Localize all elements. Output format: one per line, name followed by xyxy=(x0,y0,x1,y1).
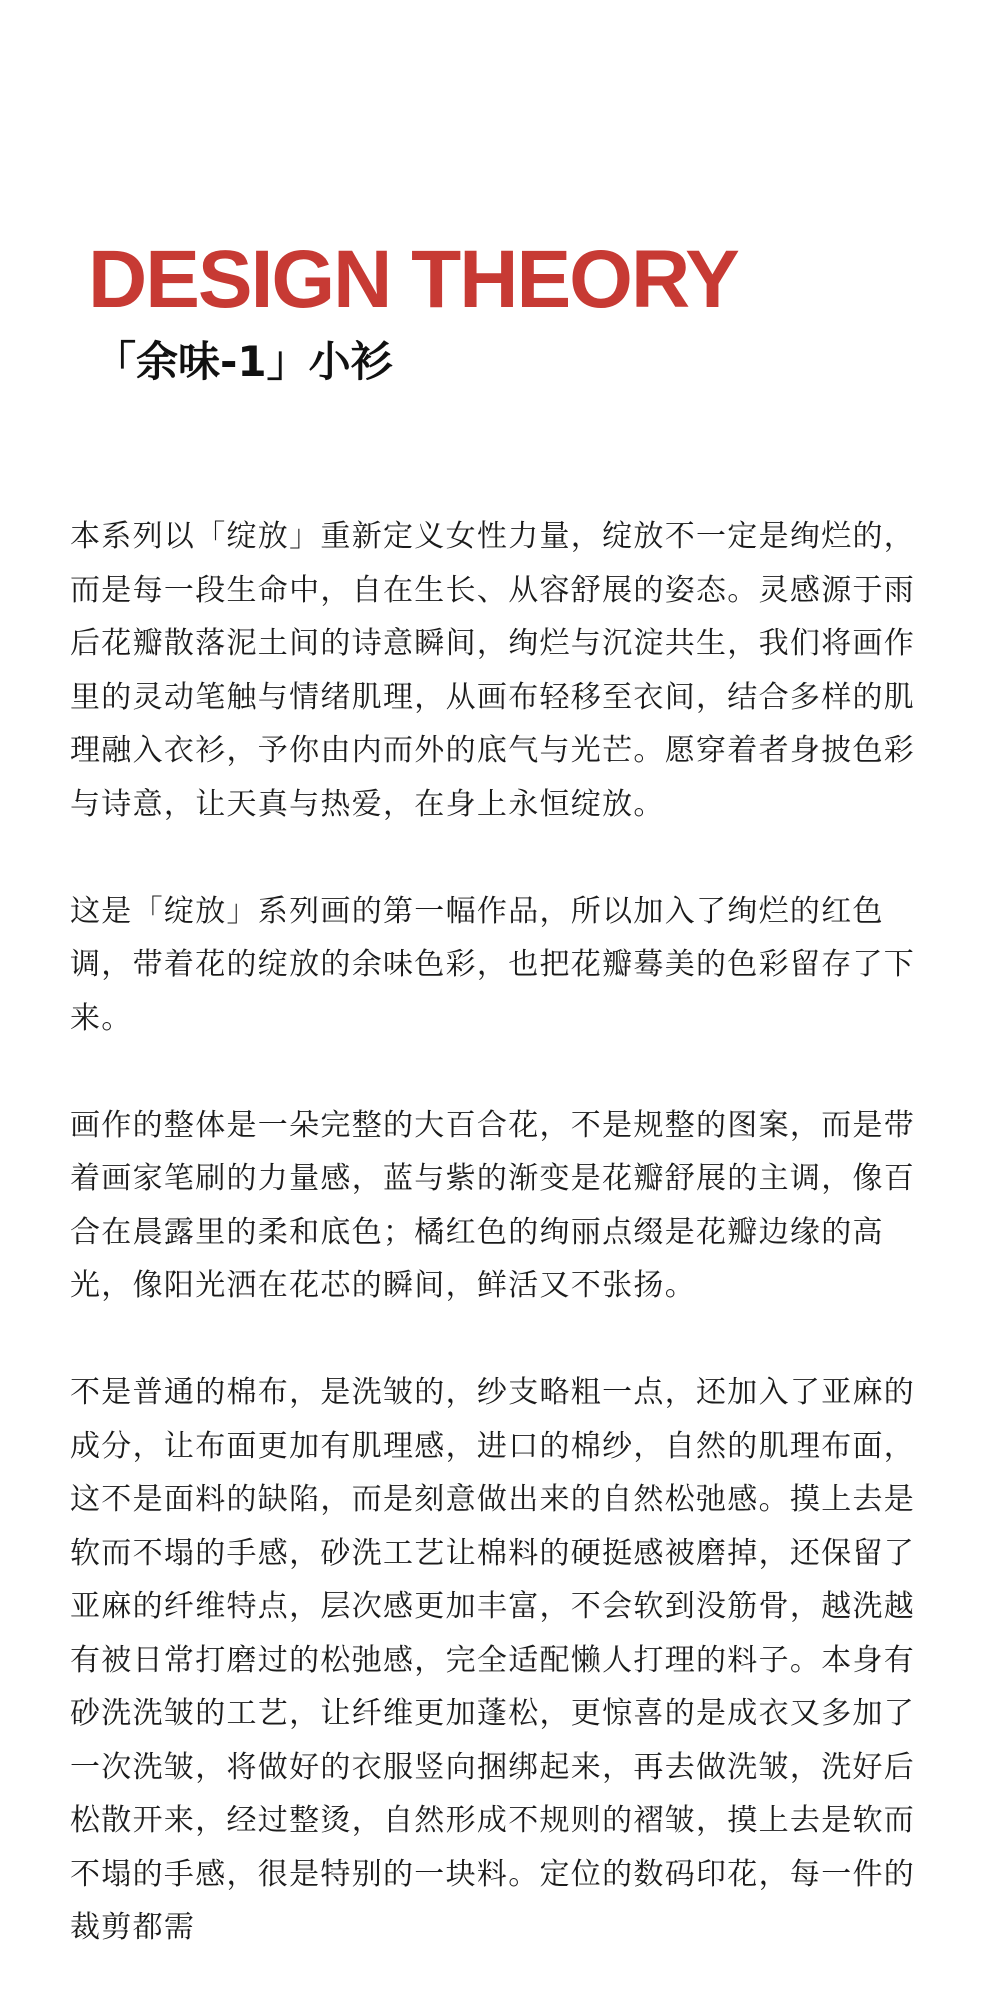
design-theory-header xyxy=(88,234,938,390)
intro-paragraph: 本系列以「绽放」重新定义女性力量，绽放不一定是绚烂的，而是每一段生命中，自在生长、从容舒展的姿态。灵感源于雨后花瓣散落泥土间的诗意瞬间，绚烂与沉淀共生，我们将画作里的灵动笔触与情绪肌理，从画布轻移至衣间，结合多样的肌理融入衣衫，予你由内而外的底气与光芒。愿穿着者身披色彩与诗意，让天真与热爱，在身上永恒绽放。 xyxy=(70,519,916,822)
page-title: DESIGN THEORY xyxy=(88,234,738,325)
fabric-paragraph: 不是普通的棉布，是洗皱的，纱支略粗一点，还加入了亚麻的成分，让布面更加有肌理感，进口的棉纱，自然的肌理布面，这不是面料的缺陷，而是刻意做出来的自然松弛感。摸上去是软而不塌的手感，砂洗工艺让棉料的硬挺感被磨掉，还保留了亚麻的纤维特点，层次感更加丰富，不会软到没筋骨，越洗越有被日常打磨过的松弛感，完全适配懒人打理的料子。本身有砂洗洗皱的工艺，让纤维更加蓬松，更惊喜的是成衣又多加了一次洗皱，将做好的衣服竖向捆绑起来，再去做洗皱，洗好后松散开来，经过整烫，自然形成不规则的褶皱，摸上去是软而不塌的手感，很是特别的一块料。定位的数码印花，每一件的裁剪都需 xyxy=(70,1375,916,1945)
description-content xyxy=(70,510,922,1955)
artwork-paragraph: 画作的整体是一朵完整的大百合花，不是规整的图案，而是带着画家笔刷的力量感，蓝与紫的渐变是花瓣舒展的主调，像百合在晨露里的柔和底色；橘红色的绚丽点缀是花瓣边缘的高光，像阳光洒在花芯的瞬间，鲜活又不张扬。 xyxy=(70,1107,916,1303)
series-paragraph: 这是「绽放」系列画的第一幅作品，所以加入了绚烂的红色调，带着花的绽放的余味色彩，也把花瓣蓦美的色彩留存了下来。 xyxy=(70,893,916,1036)
product-subtitle: 「余味-1」小衫 xyxy=(94,337,393,386)
